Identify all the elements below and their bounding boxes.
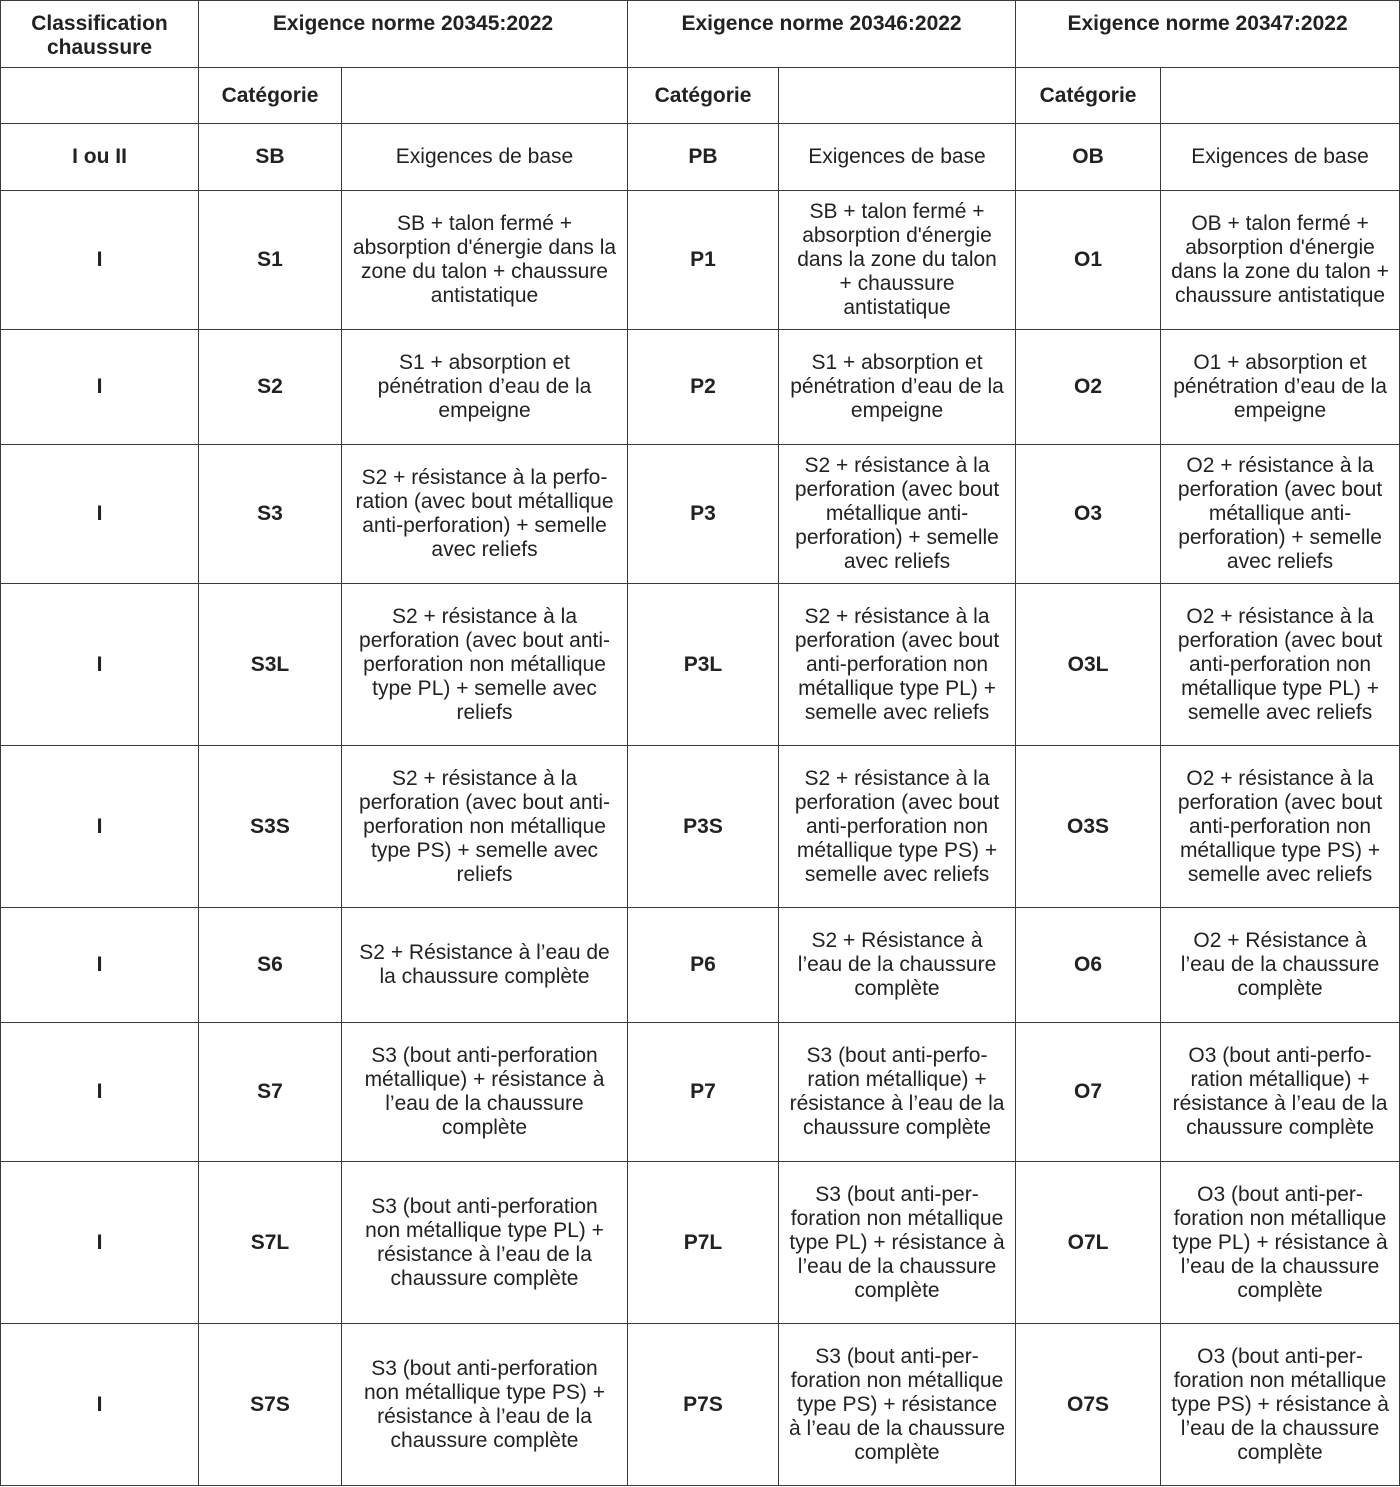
s-category-code: S3S <box>199 746 342 908</box>
s-category-code: S3 <box>199 445 342 584</box>
p-category-code: PB <box>628 124 779 191</box>
table-row <box>1 124 1400 191</box>
p-category-code: P2 <box>628 330 779 445</box>
category-header-s: Catégorie <box>199 68 342 124</box>
s-requirement: S2 + résistance à la perforation (avec bout métallique anti-perforation) + semelle avec reliefs <box>342 445 628 584</box>
classification-cell: I <box>1 1324 199 1486</box>
p-requirement: S2 + Résistance à l’eau de la chaussure complète <box>779 908 1016 1023</box>
empty-cell <box>1 68 199 124</box>
o-category-code: O3S <box>1016 746 1161 908</box>
p-requirement: S1 + absorption et pénétration d’eau de la empeigne <box>779 330 1016 445</box>
classification-cell: I <box>1 330 199 445</box>
o-category-code: O3L <box>1016 584 1161 746</box>
s-category-code: S7 <box>199 1023 342 1162</box>
s-requirement: S2 + résistance à la perforation (avec bout anti-perforation non métallique type PS) + semelle avec reliefs <box>342 746 628 908</box>
o-requirement: O2 + résistance à la perforation (avec bout anti-perforation non métallique type PL) + semelle avec reliefs <box>1161 584 1400 746</box>
classification-cell: I ou II <box>1 124 199 191</box>
s-requirement: SB + talon fermé + absorption d'énergie dans la zone du talon + chaussure antistatique <box>342 191 628 330</box>
table-row <box>1 746 1400 908</box>
o-requirement: O3 (bout anti-perforation métallique) + résistance à l’eau de la chaussure complète <box>1161 1023 1400 1162</box>
s-category-code: S3L <box>199 584 342 746</box>
s-requirement: S2 + résistance à la perforation (avec bout anti-perforation non métallique type PL) + semelle avec reliefs <box>342 584 628 746</box>
o-category-code: OB <box>1016 124 1161 191</box>
p-requirement: Exigences de base <box>779 124 1016 191</box>
s-requirement: S3 (bout anti-perforation non métallique type PS) + résistance à l’eau de la chaussure complète <box>342 1324 628 1486</box>
o-requirement: O3 (bout anti-perforation non métallique type PS) + résistance à l’eau de la chaussure complète <box>1161 1324 1400 1486</box>
p-category-code: P3S <box>628 746 779 908</box>
norm-20346-header: Exigence norme 20346:2022 <box>628 1 1016 68</box>
s-requirement: S3 (bout anti-perforation non métallique type PL) + résistance à l’eau de la chaussure complète <box>342 1162 628 1324</box>
s-requirement: S1 + absorption et pénétration d’eau de la empeigne <box>342 330 628 445</box>
classification-cell: I <box>1 191 199 330</box>
p-category-code: P7S <box>628 1324 779 1486</box>
p-requirement: S3 (bout anti-perforation non métallique type PS) + résistance à l’eau de la chaussure complète <box>779 1324 1016 1486</box>
p-category-code: P1 <box>628 191 779 330</box>
category-header-o: Catégorie <box>1016 68 1161 124</box>
p-requirement: S2 + résistance à la perforation (avec bout anti-perforation non métallique type PS) + semelle avec reliefs <box>779 746 1016 908</box>
p-requirement: S3 (bout anti-perforation non métallique type PL) + résistance à l’eau de la chaussure complète <box>779 1162 1016 1324</box>
p-category-code: P3 <box>628 445 779 584</box>
o-requirement: OB + talon fermé + absorption d'énergie dans la zone du talon + chaussure antistatique <box>1161 191 1400 330</box>
p-requirement: S3 (bout anti-perforation métallique) + résistance à l’eau de la chaussure complète <box>779 1023 1016 1162</box>
o-category-code: O1 <box>1016 191 1161 330</box>
classification-header: Classification chaussure <box>1 1 199 68</box>
o-requirement: O1 + absorption et pénétration d’eau de la empeigne <box>1161 330 1400 445</box>
s-category-code: SB <box>199 124 342 191</box>
s-category-code: S6 <box>199 908 342 1023</box>
category-header-p: Catégorie <box>628 68 779 124</box>
o-category-code: O7S <box>1016 1324 1161 1486</box>
s-category-code: S1 <box>199 191 342 330</box>
p-requirement: S2 + résistance à la perforation (avec bout métallique anti-perforation) + semelle avec reliefs <box>779 445 1016 584</box>
norm-20345-header: Exigence norme 20345:2022 <box>199 1 628 68</box>
o-category-code: O6 <box>1016 908 1161 1023</box>
o-category-code: O7L <box>1016 1162 1161 1324</box>
table-row <box>1 908 1400 1023</box>
p-category-code: P7 <box>628 1023 779 1162</box>
p-category-code: P7L <box>628 1162 779 1324</box>
p-requirement: S2 + résistance à la perforation (avec bout anti-perforation non métallique type PL) + semelle avec reliefs <box>779 584 1016 746</box>
classification-cell: I <box>1 584 199 746</box>
empty-cell <box>1161 68 1400 124</box>
table-row <box>1 330 1400 445</box>
s-category-code: S2 <box>199 330 342 445</box>
table-row <box>1 584 1400 746</box>
o-requirement: O3 (bout anti-perforation non métallique type PL) + résistance à l’eau de la chaussure complète <box>1161 1162 1400 1324</box>
classification-cell: I <box>1 445 199 584</box>
norm-20347-header: Exigence norme 20347:2022 <box>1016 1 1400 68</box>
o-category-code: O2 <box>1016 330 1161 445</box>
o-requirement: Exigences de base <box>1161 124 1400 191</box>
header-row <box>1 1 1400 68</box>
o-category-code: O7 <box>1016 1023 1161 1162</box>
p-requirement: SB + talon fermé + absorption d'énergie dans la zone du talon + chaussure antistatique <box>779 191 1016 330</box>
o-requirement: O2 + résistance à la perforation (avec bout anti-perforation non métallique type PS) + semelle avec reliefs <box>1161 746 1400 908</box>
s-requirement: S2 + Résistance à l’eau de la chaussure complète <box>342 908 628 1023</box>
table-row <box>1 191 1400 330</box>
table-row <box>1 1023 1400 1162</box>
p-category-code: P6 <box>628 908 779 1023</box>
data-rows <box>1 124 1400 1486</box>
p-category-code: P3L <box>628 584 779 746</box>
empty-cell <box>779 68 1016 124</box>
classification-cell: I <box>1 1023 199 1162</box>
o-requirement: O2 + résistance à la perforation (avec bout métallique anti-perforation) + semelle avec reliefs <box>1161 445 1400 584</box>
s-category-code: S7S <box>199 1324 342 1486</box>
s-category-code: S7L <box>199 1162 342 1324</box>
table-row <box>1 445 1400 584</box>
o-requirement: O2 + Résistance à l’eau de la chaussure complète <box>1161 908 1400 1023</box>
s-requirement: S3 (bout anti-perforation métallique) + résistance à l’eau de la chaussure complète <box>342 1023 628 1162</box>
s-requirement: Exigences de base <box>342 124 628 191</box>
table-row <box>1 1162 1400 1324</box>
classification-cell: I <box>1 746 199 908</box>
classification-cell: I <box>1 908 199 1023</box>
empty-cell <box>342 68 628 124</box>
table-row <box>1 1324 1400 1486</box>
o-category-code: O3 <box>1016 445 1161 584</box>
classification-cell: I <box>1 1162 199 1324</box>
subheader-row <box>1 68 1400 124</box>
